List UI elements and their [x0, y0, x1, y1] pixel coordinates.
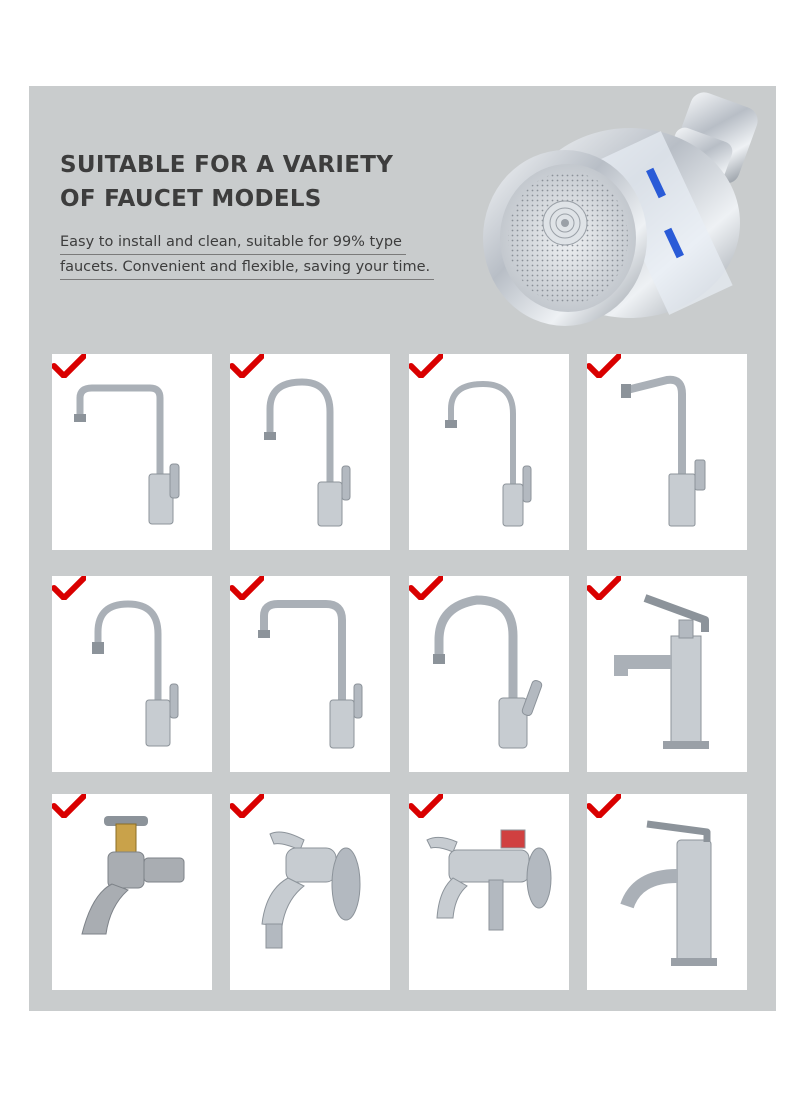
checkmark-icon	[230, 794, 264, 818]
flat-top-gooseneck-faucet-icon	[230, 576, 390, 772]
checkmark-icon	[409, 794, 443, 818]
square-gooseneck-faucet-icon	[52, 354, 212, 550]
checkmark-icon	[52, 794, 86, 818]
faucet-tile	[409, 354, 569, 550]
faucet-tile	[52, 794, 212, 990]
chrome-wall-tap-icon	[230, 794, 390, 990]
description-line-2: faucets. Convenient and flexible, saving your time.	[60, 255, 434, 280]
round-basin-faucet-icon	[587, 794, 747, 990]
cast-iron-wall-tap-icon	[52, 794, 212, 990]
faucet-compatibility-grid	[52, 354, 746, 994]
faucet-tile	[409, 794, 569, 990]
checkmark-icon	[52, 576, 86, 600]
checkmark-icon	[409, 576, 443, 600]
faucet-tile	[230, 794, 390, 990]
curved-spout-faucet-icon	[52, 576, 212, 772]
faucet-tile	[409, 576, 569, 772]
checkmark-icon	[230, 576, 264, 600]
description-line-1: Easy to install and clean, suitable for 99% type	[60, 230, 406, 255]
faucet-tile	[230, 354, 390, 550]
title-line-1: SUITABLE FOR A VARIETY	[60, 152, 394, 178]
faucet-tile	[587, 794, 747, 990]
arched-single-lever-faucet-icon	[409, 576, 569, 772]
faucet-tile	[587, 576, 747, 772]
checkmark-icon	[587, 354, 621, 378]
page-title	[60, 148, 440, 216]
angular-kitchen-faucet-icon	[587, 354, 747, 550]
faucet-tile	[52, 576, 212, 772]
faucet-aerator-image	[480, 88, 770, 328]
checkmark-icon	[587, 794, 621, 818]
faucet-tile	[587, 354, 747, 550]
round-gooseneck-faucet-icon	[230, 354, 390, 550]
slim-gooseneck-faucet-icon	[409, 354, 569, 550]
title-line-2: OF FAUCET MODELS	[60, 186, 322, 212]
faucet-tile	[52, 354, 212, 550]
checkmark-icon	[587, 576, 621, 600]
square-basin-faucet-icon	[587, 576, 747, 772]
checkmark-icon	[52, 354, 86, 378]
faucet-tile	[230, 576, 390, 772]
checkmark-icon	[409, 354, 443, 378]
dual-outlet-wall-tap-icon	[409, 794, 569, 990]
description	[60, 230, 450, 280]
checkmark-icon	[230, 354, 264, 378]
